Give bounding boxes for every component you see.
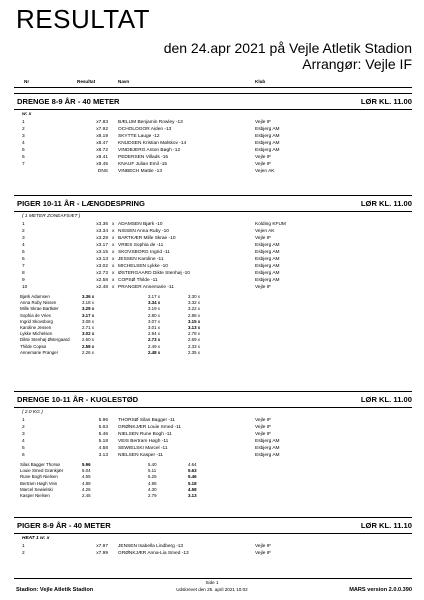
athlete-name: ØSTERGAARD Dikte Stenhøj -10 [118,271,190,276]
athlete-name: JENSEN Isabella Lindberg -13 [118,544,184,549]
result-value: x3.13 [96,257,108,262]
club-name: Vejle IF [255,155,271,160]
page-title: RESULTAT [16,4,151,34]
section-title-rule [14,211,412,212]
trial-attempt-b: 5.11 [148,468,157,474]
result-value: 4.58 [98,446,108,451]
trial-athlete: Karoline Jessen [20,325,52,330]
result-row [0,119,424,126]
trial-attempt-b: 5.40 [148,462,157,467]
software-version: MARS version 2.0.0.390 [349,587,412,593]
placement: 6 [22,453,25,458]
trial-attempt-a: 2.45 [82,493,91,498]
placement: 9 [22,278,25,283]
section-top-rule [14,391,412,392]
event-time: LØR KL. 11.10 [360,521,412,530]
trial-athlete: Annemarie Pranger [20,349,59,355]
trial-attempt-a: 2.71 x [82,325,94,330]
placement: 10 [22,285,28,290]
result-row [0,154,424,161]
trial-athlete: Lykke Michelsen [20,331,53,337]
result-row [0,277,424,284]
athlete-name: PRANGER Annemarie -11 [118,285,174,290]
trial-attempt-c: 3.13 x [188,325,201,330]
club-name: Vejle IF [255,432,271,437]
trial-attempt-c: 4.64 [188,462,197,467]
athlete-name: SEWIELSKI Marcel -11 [118,446,168,451]
club-name: Vejle IF [255,236,271,241]
result-value: x7.83 [96,120,108,125]
result-value: x7.99 [96,551,108,556]
trial-attempt-a: 4.89 [82,480,91,486]
trial-attempt-b: 3.07 x [148,318,160,324]
event-title: DRENGE 10-11 ÅR - KUGLESTØD [17,395,139,404]
trial-row [0,493,424,499]
result-row [0,445,424,452]
trial-attempt-b: 3.19 x [148,306,160,312]
trial-attempt-c: 2.88 x [188,312,200,318]
trial-row [0,350,424,356]
event-title: PIGER 10-11 ÅR - LÆNGDESPRING [17,199,145,208]
result-value: x3.34 [96,229,108,234]
trial-attempt-a: 3.18 x [82,300,94,306]
athlete-name: ADAMSEN Bjørk -10 [118,222,163,227]
placement: 7 [22,264,25,269]
wind-mark: x [112,257,115,262]
section-top-rule [14,517,412,518]
athlete-name: NIELSEN Kasper -11 [118,453,163,458]
result-value: x8.47 [96,141,108,146]
trial-athlete: Kasper Nielsen [20,493,50,498]
athlete-name: COPSØ Thilde -11 [118,278,158,283]
trial-athlete: Sophia de Vries [20,312,51,318]
trial-attempt-a: 4.26 [82,486,91,492]
result-value: x3.15 [96,250,108,255]
section-top-rule [14,93,412,94]
result-value: x7.92 [96,127,108,132]
event-title: PIGER 8-9 ÅR - 40 METER [17,521,111,530]
placement: 1 [22,544,25,549]
club-name: Vejle IF [255,120,271,125]
trial-athlete: Dikte Stenhøj Østergaard [20,337,70,343]
result-row [0,543,424,550]
trial-attempt-b: 5.25 [148,474,157,480]
placement: 2 [22,127,25,132]
athlete-name: MICHELSEN Lykke -10 [118,264,168,269]
trial-athlete: Silas Bagger Thorsø [20,462,60,467]
club-name: Esbjerg AM [255,453,280,458]
athlete-name: VINDBJERG Anton Bøgh -12 [118,148,181,153]
trial-attempt-c: 3.15 x [188,318,201,324]
trial-attempt-a: 2.26 x [82,349,94,355]
club-name: Vejle IF [255,425,271,430]
result-row [0,221,424,228]
result-value: x2.73 [96,271,108,276]
result-value: x8.72 [96,148,108,153]
trial-athlete: Louie Smed Grønkjær [20,468,64,474]
club-name: Esbjerg AM [255,278,280,283]
club-name: Esbjerg AM [255,439,280,444]
trial-attempt-c: 2.35 x [188,349,200,355]
athlete-name: THORSØ Silas Bagger -11 [118,418,175,423]
club-name: Esbjerg AM [255,257,280,262]
athlete-name: NISSEN Anna Ruby -10 [118,229,169,234]
placement: 1 [22,120,25,125]
athlete-name: OCHOLOGOR Aiden -13 [118,127,172,132]
placement: 8 [22,271,25,276]
wind-mark: x [112,229,115,234]
trial-attempt-a: 5.04 [82,468,91,474]
trial-athlete: Rune Bogh Nielsen [20,474,58,480]
club-name: Vejen AK [255,169,275,174]
trial-attempt-b: 2.94 x [148,331,160,337]
trial-attempt-c: 2.69 x [188,337,200,343]
printed-timestamp: Udskrevet den 25. april 2021 10:02 [176,587,248,592]
wind-mark: x [112,271,115,276]
athlete-name: NIELSEN Rune Bogh -11 [118,432,172,437]
wind-mark: x [112,236,115,241]
trial-attempt-a: 3.17 x [82,312,95,318]
club-name: Vejle IF [255,162,271,167]
club-name: Esbjerg AM [255,148,280,153]
trial-attempt-c: 2.33 x [188,343,200,349]
event-note: w: x [22,112,32,117]
footer-stadium: Stadion: Vejle Atletik Stadion [16,587,94,593]
result-row [0,270,424,277]
trial-attempt-a: 3.08 x [82,318,94,324]
wind-mark: x [112,278,115,283]
trial-attempt-a: 3.36 x [82,294,95,299]
placement: 5 [22,446,25,451]
result-row [0,168,424,175]
athlete-name: SKOVSBORG Ingrid -11 [118,250,170,255]
placement: 7 [22,162,25,167]
event-note: ( 1 METER ZONEAFSÆT ) [22,214,81,219]
trial-attempt-a: 2.58 x [82,343,95,349]
trial-attempt-c: 4.58 [188,486,197,492]
trial-athlete: Anna Ruby Nissen [20,300,57,306]
placement: 4 [22,439,25,444]
placement: 3 [22,236,25,241]
result-value: x2.48 [96,285,108,290]
page-number: Side 1 [205,580,219,585]
club-name: Vejen AK [255,229,275,234]
section-top-rule [14,195,412,196]
trial-attempt-b: 3.17 x [148,294,160,299]
trial-athlete: Thilde Copsø [20,343,47,349]
result-row [0,147,424,154]
result-value: DNS [97,169,108,174]
club-name: Kolding KFUM [255,222,286,227]
result-row [0,140,424,147]
trial-athlete: Ingrid Skovsborg [20,318,53,324]
result-value: 5.18 [98,439,108,444]
result-value: x3.17 [96,243,108,248]
result-value: 5.96 [98,418,108,423]
trial-attempt-b: 2.48 x [148,349,161,355]
result-row [0,438,424,445]
trial-attempt-b: 3.34 x [148,300,161,306]
result-row [0,133,424,140]
wind-mark: x [112,222,115,227]
column-header-nr: Nr [24,79,30,84]
club-name: Esbjerg AM [255,446,280,451]
result-row [0,242,424,249]
result-value: x3.02 [96,264,108,269]
trial-attempt-c: 3.30 x [188,294,200,299]
wind-mark: x [112,250,115,255]
result-row [0,228,424,235]
trial-attempt-c: 3.22 x [188,306,200,312]
trial-attempt-a: 3.02 x [82,331,95,337]
club-name: Esbjerg AM [255,134,280,139]
result-row [0,452,424,459]
result-value: x3.29 [96,236,108,241]
placement: 3 [22,432,25,437]
column-header-name: Navn [118,79,130,84]
result-row [0,263,424,270]
result-value: x2.58 [96,278,108,283]
athlete-name: JESSEN Karoline -11 [118,257,164,262]
trial-attempt-c: 5.18 [188,480,197,486]
trial-athlete: Bjørk Adamsen [20,294,50,299]
trial-attempt-b: 2.80 x [148,312,160,318]
athlete-name: VRIES Sophia de -11 [118,243,164,248]
result-row [0,235,424,242]
column-header-club: Klub [255,79,266,84]
event-note: HEAT 1 w: x [22,536,50,541]
event-time: LØR KL. 11.00 [360,395,412,404]
event-note: ( 2.0 KG ) [22,410,43,415]
trial-attempt-a: 4.55 [82,474,91,480]
trial-attempt-b: 2.79 [148,493,157,498]
club-name: Esbjerg AM [255,243,280,248]
event-time: LØR KL. 11.00 [360,199,412,208]
athlete-name: GRØNKJÆR Louie Smed -11 [118,425,182,430]
trial-attempt-c: 3.32 x [188,300,200,306]
trial-attempt-b: 4.30 [148,486,157,492]
result-value: x3.36 [96,222,108,227]
athlete-name: BÆLUM Benjamin Rowley -13 [118,120,183,125]
placement: 4 [22,243,25,248]
placement: 4 [22,141,25,146]
athlete-name: VINBECH Mattie -13 [118,169,162,174]
result-value: x8.19 [96,134,108,139]
trial-attempt-c: 5.63 [188,468,197,474]
trial-attempt-a: 3.29 x [82,306,95,312]
result-row [0,417,424,424]
section-title-rule [14,407,412,408]
athlete-name: KNUDSEN Kristian Mølskov -14 [118,141,187,146]
club-name: Esbjerg AM [255,271,280,276]
event-title: DRENGE 8-9 ÅR - 40 METER [17,97,120,106]
placement: 5 [22,148,25,153]
result-value: 3.13 [98,453,108,458]
footer-rule [14,578,412,579]
athlete-name: VEIS Bertram Høgh -11 [118,439,169,444]
result-row [0,249,424,256]
placement: 6 [22,155,25,160]
placement: 2 [22,425,25,430]
result-row [0,284,424,291]
trial-attempt-b: 2.49 x [148,343,160,349]
athlete-name: GRØNKJÆR Anna-Lia Smed -13 [118,551,189,556]
club-name: Esbjerg AM [255,264,280,269]
club-name: Vejle IF [255,418,271,423]
athlete-name: KNAUF Julian Emil -15 [118,162,168,167]
club-name: Esbjerg AM [255,141,280,146]
result-value: 5.46 [98,432,108,437]
trial-attempt-c: 5.46 [188,474,197,480]
result-value: x7.97 [96,544,108,549]
athlete-name: SKYTTE Lauge -12 [118,134,160,139]
club-name: Vejle IF [255,285,271,290]
event-date: den 24.apr 2021 på Vejle Atletik Stadion [163,40,412,56]
placement: 3 [22,134,25,139]
result-row [0,161,424,168]
wind-mark: x [112,264,115,269]
athlete-name: PEDERSEN Villads -15 [118,155,169,160]
column-header-result: Resultat [77,79,96,84]
wind-mark: x [112,285,115,290]
result-row [0,424,424,431]
trial-attempt-a: 2.60 x [82,337,94,343]
result-value: x9.41 [96,155,108,160]
header-rule [14,87,412,88]
trial-athlete: Marcel Sewielski [20,486,53,492]
trial-athlete: Bertram Høgh Veis [20,480,58,486]
result-value: 5.63 [98,425,108,430]
result-row [0,431,424,438]
trial-attempt-b: 2.73 x [148,337,161,343]
result-row [0,256,424,263]
club-name: Esbjerg AM [255,250,280,255]
event-organizer: Arrangør: Vejle IF [302,56,412,72]
section-title-rule [14,533,412,534]
placement: 2 [22,551,25,556]
trial-attempt-c: 2.78 x [188,331,200,337]
club-name: Vejle IF [255,544,271,549]
placement: 5 [22,250,25,255]
event-time: LØR KL. 11.00 [360,97,412,106]
result-row [0,550,424,557]
placement: 1 [22,418,25,423]
placement: 6 [22,257,25,262]
result-value: x9.45 [96,162,108,167]
trial-athlete: Mille Skrae Bartkær [20,306,59,312]
wind-mark: x [112,243,115,248]
trial-attempt-b: 3.01 x [148,325,160,330]
trial-attempt-c: 3.13 [188,493,197,498]
placement: 2 [22,229,25,234]
club-name: Esbjerg AM [255,127,280,132]
club-name: Vejle IF [255,551,271,556]
trial-attempt-a: 5.96 [82,462,91,467]
trial-attempt-b: 4.95 [148,480,157,486]
section-title-rule [14,109,412,110]
result-row [0,126,424,133]
placement: 1 [22,222,25,227]
athlete-name: BARTKÆR Mille Skrae -10 [118,236,176,241]
